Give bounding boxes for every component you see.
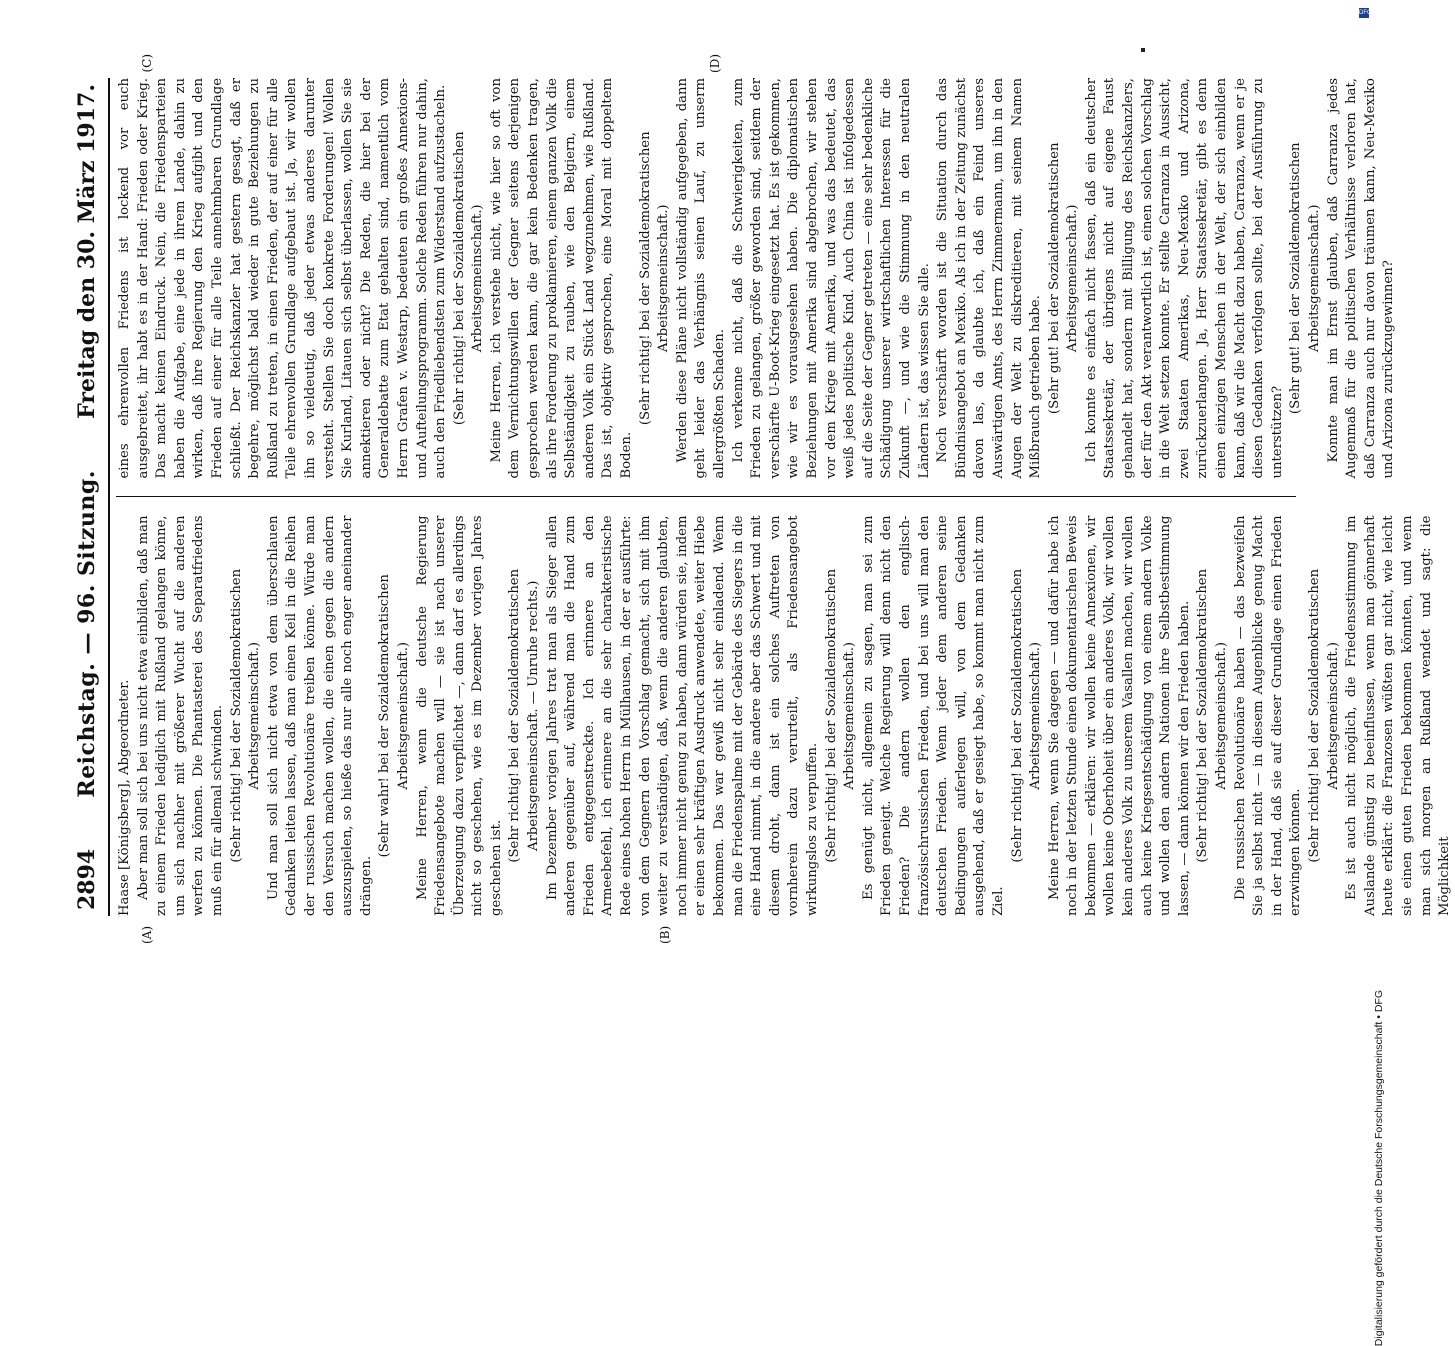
session-title: Reichstag. — 96. Sitzung.	[74, 470, 100, 798]
margin-marker-a: (A)	[140, 925, 154, 944]
paragraph: Und man soll sich nicht etwa von dem überschlauen Gedanken leiten lassen, daß man einen Keil in die Reihen der russischen Revolutionäre treiben könne. Würde man den Versuch machen wollen, die einen gegen die andern auszuspielen, so hieße das nur alle noch enger aneinander drängen.	[265, 515, 374, 916]
paragraph: Ich verkenne nicht, daß die Schwierigkeiten, zum Frieden zu gelangen, größer geworden sind, seitdem der verschärfte U-Boot-Krieg eingesetzt hat. Es ist gekommen, wie wir es vorausgesehen haben. Die diplomatischen Beziehungen mit Amerika sind abgebrochen, wir stehen vor dem Kriege mit Amerika, und was das bedeutet, das weiß jedes politische Kind. Auch China ist infolgedessen auf die Seite der Gegner getreten — eine sehr bedenkliche Schädigung unserer wirtschaftlichen Interessen für die Zukunft —, und wie die Stimmung in den neutralen Ländern ist, das wissen Sie alle.	[730, 78, 932, 479]
right-column	[116, 54, 1397, 479]
reaction-note: (Sehr richtig! bei der Sozialdemokratischen Arbeitsgemeinschaft.)	[228, 568, 263, 863]
page-header	[66, 78, 110, 916]
paragraph: Es genügt nicht, allgemein zu sagen, man sei zum Frieden geneigt. Welche Regierung will denn nicht den Frieden? Die andern wollen den englisch-französischrussischen Frieden, und bei uns will man den deutschen Frieden. Wenn jeder dem anderen seine Bedingungen auferlegen will, von dem Gedanken ausgehend, daß er gesiegt habe, so kommt man nicht zum Ziel.	[860, 515, 1006, 916]
paragraph: Meine Herren, ich verstehe nicht, wie hier so oft von dem Vernichtungswillen der Gegner seitens derjenigen gesprochen werden kann, die gar kein Bedenken tragen, als ihre Forderung zu proklamieren, einem ganzen Volk die Selbständigkeit zu rauben, wie den Belgiern, einem anderen Volk ein Stück Land wegzunehmen, wie Rußland. Das ist, objektiv gesprochen, eine Moral mit doppeltem Boden.	[488, 78, 635, 479]
dfg-badge: DFG	[1359, 10, 1372, 16]
paragraph: Es ist auch nicht möglich, die Friedensstimmung im Auslande günstig zu beeinflussen, wenn man gönnerhaft heute erklärt: die Franzosen wüßten gar nicht, wie leicht sie einen guten Frieden bekommen könnten, und wenn man sich morgen an Rußland wendet und sagt: die Möglichkeit	[1344, 515, 1453, 916]
reaction-note: (Sehr richtig! bei der Sozialdemokratischen Arbeitsgemeinschaft.)	[451, 131, 486, 426]
speaker-line: Haase [Königsberg], Abgeordneter.	[117, 679, 132, 916]
reaction-note: (Sehr gut! bei der Sozialdemokratischen Arbeitsgemeinschaft.)	[1046, 142, 1081, 415]
reaction-note: (Sehr richtig! bei der Sozialdemokratischen Arbeitsgemeinschaft. — Unruhe rechts.)	[507, 568, 542, 863]
page-number: 2894	[74, 848, 100, 910]
paragraph: Konnte man im Ernst glauben, daß Carranza jedes Augenmaß für die politischen Verhältnisse verloren hat, daß Carranza auch nur davon träumen kann, Neu-Mexiko und Arizona zurückzugewinnen?	[1325, 78, 1397, 479]
document-page	[66, 50, 1453, 950]
margin-marker-d: (D)	[708, 54, 722, 73]
margin-marker-b: (B)	[658, 925, 672, 944]
paragraph: Aber man soll sich bei uns nicht etwa einbilden, daß man zu einem Frieden lediglich mit Rußland gelangen könne, um sich nachher mit größerer Wucht auf die anderen werfen zu können. Die Phantasterei des Separatfriedens muß ein für allemal schwinden.	[135, 515, 225, 916]
column-divider	[116, 497, 1296, 498]
reaction-note: (Sehr richtig! bei der Sozialdemokratischen Arbeitsgemeinschaft.)	[1307, 568, 1341, 863]
digitization-note: Digitalisierung gefördert durch die Deutsche Forschungsgemeinschaft • DFG	[1373, 990, 1385, 1346]
reaction-note: (Sehr gut! bei der Sozialdemokratischen Arbeitsgemeinschaft.)	[1288, 142, 1322, 415]
paragraph: Die russischen Revolutionäre haben — das bezweifeln Sie ja selbst nicht — in diesem Augenblicke genug Macht in der Hand, daß sie auf dieser Grundlage einen Frieden erzwingen können.	[1232, 515, 1304, 916]
left-column	[116, 515, 1453, 944]
margin-marker-c: (C)	[140, 54, 154, 73]
paragraph: Werden diese Pläne nicht vollständig aufgegeben, dann geht leider das Verhängnis seinen Lauf, zu unserm allergrößten Schaden.	[674, 78, 727, 479]
reaction-note: (Sehr richtig! bei der Sozialdemokratischen Arbeitsgemeinschaft.)	[1195, 568, 1230, 863]
reaction-note: (Sehr wahr! bei der Sozialdemokratischen Arbeitsgemeinschaft.)	[377, 574, 411, 858]
paragraph: Noch verschärft worden ist die Situation durch das Bündnisangebot an Mexiko. Als ich in der Zeitung zunächst davon las, da glaubte ich, daß ein Feind unseres Auswärtigen Amts, des Herrn Zimmermann, um ihn in den Augen der Welt zu diskreditieren, mit seinem Namen Mißbrauch getrieben habe.	[935, 78, 1044, 479]
paragraph: Im Dezember vorigen Jahres trat man als Sieger allen anderen gegenüber auf, während man die Hand zum Frieden entgegenstreckte. Ich erinnere an den Armeebefehl, ich erinnere an die sehr charakteristische Rede eines hohen Herrn in Mülhausen, in der er ausführte: von dem Gegnern den Vorschlag gemacht, sich mit ihm weiter zu verständigen, daß, wenn die anderen glaubten, noch immer nicht genug zu haben, dann würden sie, indem er einen sehr kräftigen Ausdruck anwendete, weiter Hiebe bekommen. Das war gewiß nicht sehr einladend. Wenn man die Friedenspalme mit der Gebärde des Siegers in die eine Hand nimmt, in die andere aber das Schwert und mit diesem droht, dann ist ein solches Auftreten von vornherein dazu verurteilt, als Friedensangebot wirkungslos zu verpuffen.	[544, 515, 820, 916]
reaction-note: (Sehr richtig! bei der Sozialdemokratischen Arbeitsgemeinschaft.)	[1009, 568, 1044, 863]
paragraph: Meine Herren, wenn Sie dagegen — und dafür habe ich noch in der letzten Stunde einen dokumentarischen Beweis bekommen — erklären: wir wollen keine Annexionen, wir wollen keine Oberhoheit über ein anderes Volk, wir wollen kein anderes Volk zu unserem Vasallen machen, wir wollen auch keine Kriegsentschädigung von einem andern Volke und wollen den andern Nationen ihre Selbstbestimmung lassen, — dann können wir den Frieden haben.	[1046, 515, 1192, 916]
scan-speck	[1141, 48, 1145, 52]
paragraph: Meine Herren, wenn die deutsche Regierung Friedensangebote machen will — sie ist nach unserer Überzeugung dazu verpflichtet —, dann darf es allerdings nicht so geschehen, wie es im Dezember vorigen Jahres geschehen ist.	[414, 515, 504, 916]
paragraph: eines ehrenvollen Friedens ist lockend vor euch ausgebreitet, ihr habt es in der Hand: Frieden oder Krieg. Das macht keinen Eindruck. Nein, die Friedensparteien haben die Aufgabe, eine jede in ihrem Lande, dahin zu wirken, daß ihre Regierung den Krieg aufgibt und den Frieden auf einer für alle Teile annehmbaren Grundlage schließt. Der Reichskanzler hat gestern gesagt, daß er begehre, möglichst bald wieder in gute Beziehungen zu Rußland zu treten, in einen Frieden, der auf einer für alle Teile ehrenvollen Grundlage aufgebaut ist. Ja, wir wollen ihn so vieldeutig, daß jeder etwas anderes darunter versteht. Stellen Sie doch konkrete Forderungen! Wollen Sie Kurland, Litauen sich selbst überlassen, wollen Sie sie annektieren oder nicht? Die Reden, die hier bei der Generaldebatte zum Etat gehalten sind, namentlich vom Herrn Grafen v. Westarp, bedeuten ein großes Annexions- und Aufteilungsprogramm. Solche Reden führen nur dahin, auch den Friedliebendsten zum Widerstand aufzustacheln.	[117, 78, 449, 479]
session-date: Freitag den 30. März 1917.	[74, 84, 100, 419]
paragraph: Ich konnte es einfach nicht fassen, daß ein deutscher Staatssekretär, der übrigens nicht auf eigene Faust gehandelt hat, sondern mit Billigung des Reichskanzlers, der für den Akt verantwortlich ist, einen solchen Vorschlag in die Welt setzen konnte. Er stellte Carranza in Aussicht, zwei Staaten Amerikas, Neu-Mexiko und Arizona, zurückzuerlangen. Ja, Herr Staatssekretär, gibt es denn einen einzigen Menschen in der Welt, der sich einbilden kann, daß wir die Macht dazu haben, Carranza, wenn er je diesen Gedanken verfolgen sollte, bei der Ausführung zu unterstützen?	[1083, 78, 1285, 479]
text-columns	[110, 54, 1453, 944]
reaction-note: (Sehr richtig! bei der Sozialdemokratischen Arbeitsgemeinschaft.)	[823, 568, 858, 863]
reaction-note: (Sehr richtig! bei der Sozialdemokratischen Arbeitsgemeinschaft.)	[637, 131, 672, 426]
